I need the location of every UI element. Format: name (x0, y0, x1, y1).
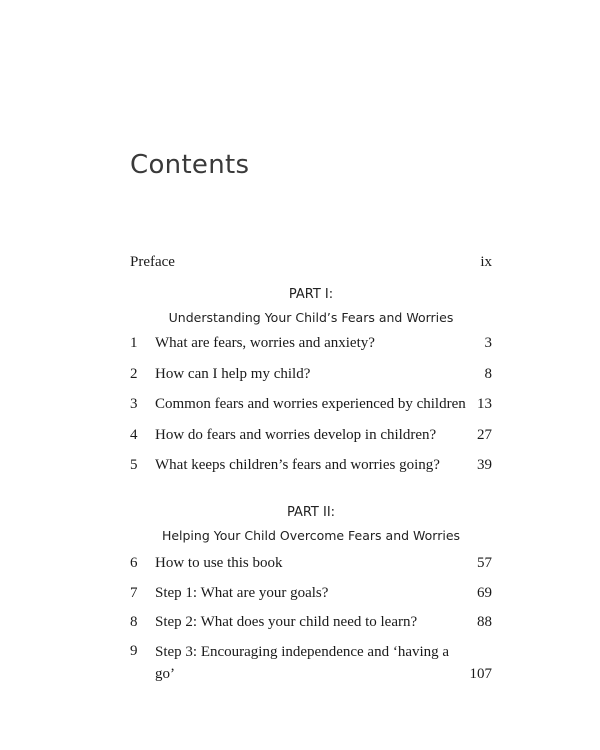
chapter-page-number: 88 (477, 614, 492, 630)
page-title: Contents (130, 150, 250, 180)
chapter-page-number: 57 (477, 555, 492, 571)
chapter-number: 1 (130, 335, 138, 351)
chapter-page-number: 39 (477, 457, 492, 473)
chapter-number: 2 (130, 366, 138, 382)
chapter-number: 3 (130, 396, 138, 412)
chapter-title: Step 3: Encouraging independence and ‘having a go’ (155, 644, 450, 682)
chapter-number: 7 (130, 585, 138, 601)
preface-entry (130, 254, 492, 271)
chapter-number: 8 (130, 614, 138, 630)
chapter-title: How to use this book (155, 555, 283, 571)
chapter-page-number: 3 (484, 335, 492, 351)
chapter-title: Common fears and worries experienced by children (155, 396, 466, 412)
chapter-number: 9 (130, 643, 138, 659)
part-2-title: Helping Your Child Overcome Fears and Worries (161, 528, 461, 543)
chapter-number: 5 (130, 457, 138, 473)
chapter-title: How can I help my child? (155, 366, 311, 382)
chapter-title: How do fears and worries develop in children? (155, 427, 437, 443)
chapter-page-number: 13 (477, 396, 492, 412)
preface-label: Preface (130, 254, 175, 270)
part-2-heading (130, 505, 492, 543)
chapter-title: What are fears, worries and anxiety? (155, 335, 375, 351)
chapter-page-number: 27 (477, 427, 492, 443)
part-1-number: PART I: (288, 287, 334, 302)
chapter-page-number: 8 (484, 366, 492, 382)
chapter-title: What keeps children’s fears and worries going? (155, 457, 440, 473)
chapter-page-number: 69 (477, 585, 492, 601)
chapter-page-number: 107 (469, 666, 492, 682)
chapter-number: 6 (130, 555, 138, 571)
part-2-number: PART II: (286, 505, 336, 520)
chapter-number: 4 (130, 427, 138, 443)
chapter-title: Step 2: What does your child need to learn? (155, 614, 418, 630)
chapter-title: Step 1: What are your goals? (155, 585, 329, 601)
part-1-title: Understanding Your Child’s Fears and Worries (168, 310, 454, 325)
part-1-heading (130, 287, 492, 325)
preface-page-number: ix (480, 254, 492, 270)
